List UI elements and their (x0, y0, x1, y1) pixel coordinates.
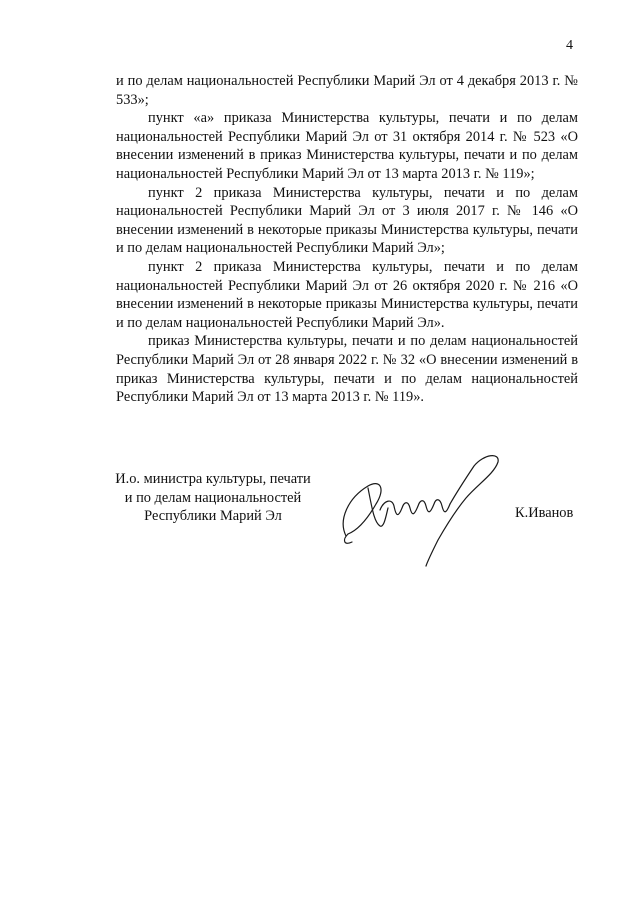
paragraph-continuation: и по делам национальностей Республики Марий Эл от 4 декабря 2013 г. № 533»; (116, 73, 578, 108)
signer-position (110, 470, 316, 526)
handwritten-signature (328, 448, 508, 573)
signer-position-line: Республики Марий Эл (144, 508, 282, 525)
paragraph-item: приказ Министерства культуры, печати и по делам национальностей Республики Марий Эл от 28 января 2022 г. № 32 «О внесении изменений в приказ Министерства культуры, печати и по делам национальностей Республики Марий Эл от 13 марта 2013 г. № 119». (116, 333, 578, 406)
paragraph-item: пункт «а» приказа Министерства культуры, печати и по делам национальностей Республики Марий Эл от 31 октября 2014 г. № 523 «О внесении изменений в приказ Министерства культуры, печати и по делам национальностей Республики Марий Эл от 13 марта 2013 г. № 119»; (116, 110, 578, 182)
signer-name: К.Иванов (515, 505, 574, 521)
paragraph-item: пункт 2 приказа Министерства культуры, печати и по делам национальностей Республики Марий Эл от 3 июля 2017 г. № 146 «О внесении изменений в некоторые приказы Министерства культуры, печати и по делам национальностей Республики Марий Эл»; (116, 184, 578, 257)
page-number: 4 (566, 38, 573, 53)
signer-position-line: и по делам национальностей (124, 489, 302, 506)
paragraph-item: пункт 2 приказа Министерства культуры, печати и по делам национальностей Республики Марий Эл от 26 октября 2020 г. № 216 «О внесении изменений в некоторые приказы Министерства культуры, печати и по делам национальностей Республики Марий Эл». (116, 258, 578, 331)
signer-position-line: И.о. министра культуры, печати (115, 471, 311, 487)
document-body (116, 72, 578, 407)
